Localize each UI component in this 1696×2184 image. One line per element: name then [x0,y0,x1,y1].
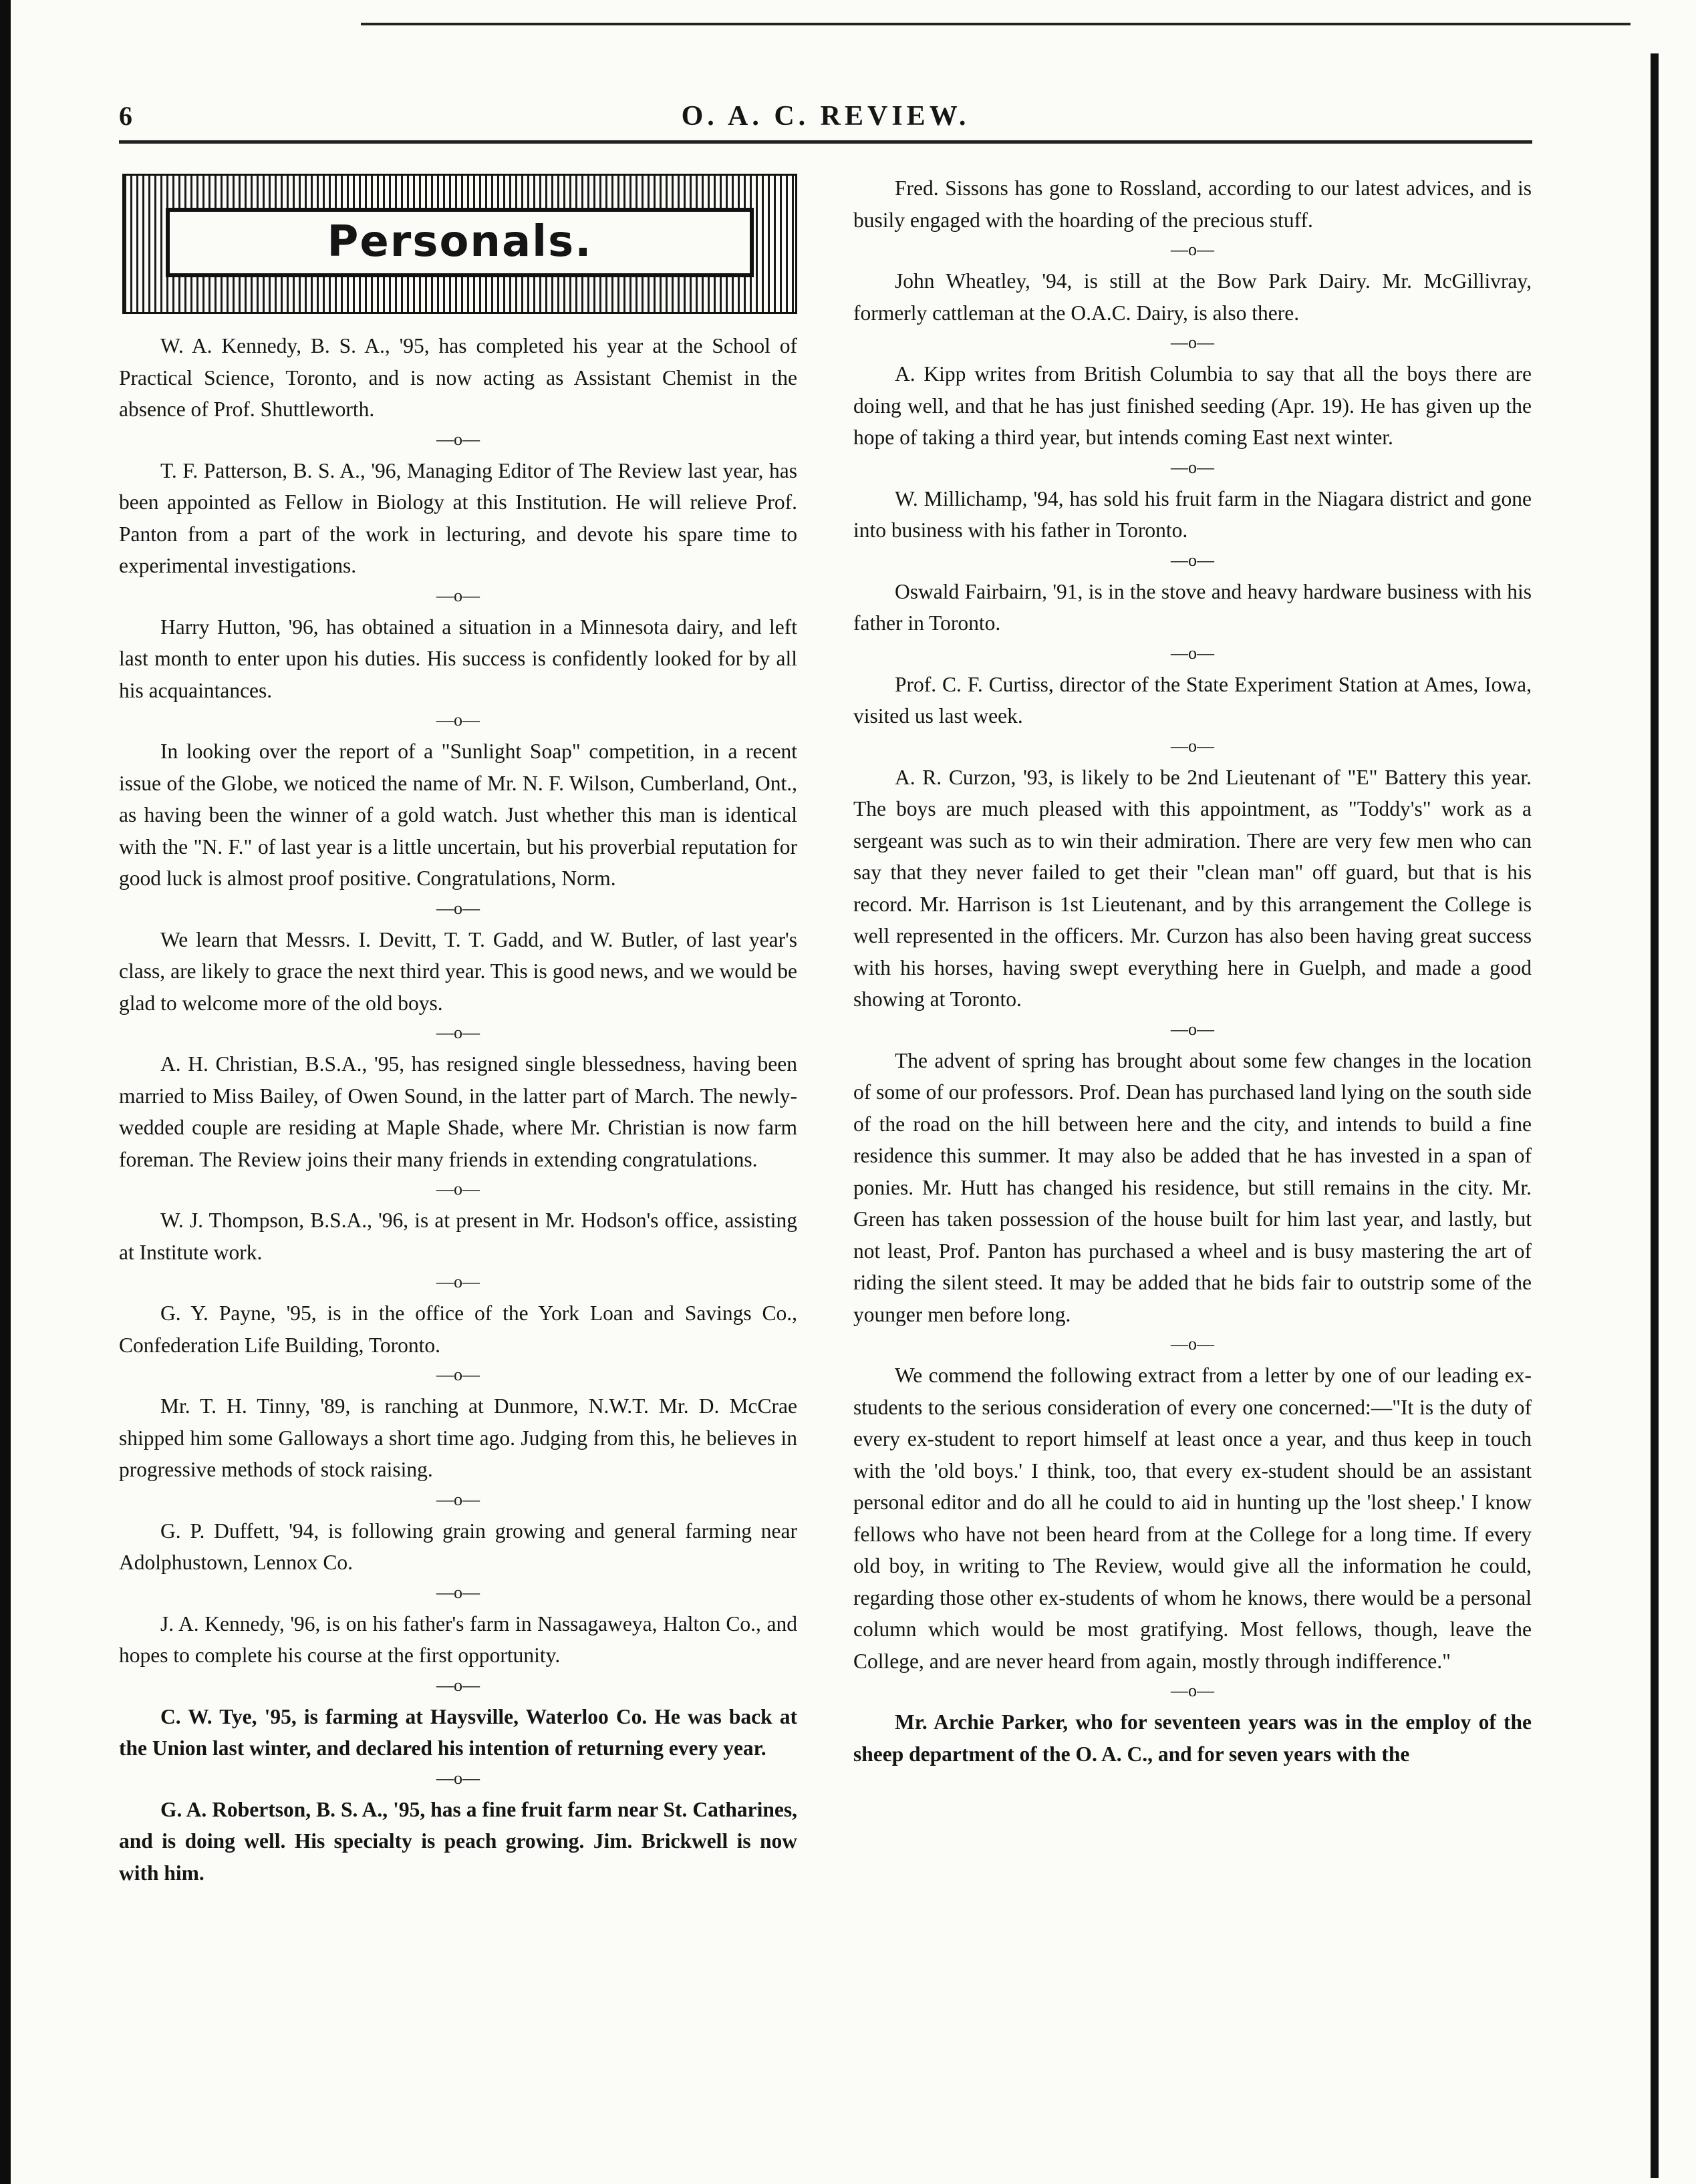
personal-item: Mr. Archie Parker, who for seventeen years was in the employ of the sheep department of the O. A. C., and for seven years with the [853,1710,1532,1766]
personal-item: A. H. Christian, B.S.A., '95, has resigned single blessedness, having been married to Miss Bailey, of Owen Sound, in the latter part of March. The newly-wedded couple are residing at Maple Shade, where Mr. Christian is now farm foreman. The Review joins their many friends in extending congratulations. [119,1052,797,1171]
top-rule [361,23,1631,25]
separator: —o— [1171,1681,1214,1700]
separator: —o— [1171,550,1214,570]
personal-item: John Wheatley, '94, is still at the Bow Park Dairy. Mr. McGillivray, formerly cattleman at the O.A.C. Dairy, is also there. [853,269,1532,325]
separator: —o— [1171,1334,1214,1354]
personal-item: Prof. C. F. Curtiss, director of the State Experiment Station at Ames, Iowa, visited us last week. [853,672,1532,728]
page-number: 6 [119,101,132,131]
separator: —o— [436,1675,480,1695]
personal-item: A. Kipp writes from British Columbia to say that all the boys there are doing well, and that he has just finished seeding (Apr. 19). He has given up the hope of taking a third year, but intends coming East next winter. [853,362,1532,449]
personal-item: W. J. Thompson, B.S.A., '96, is at present in Mr. Hodson's office, assisting at Institute work. [119,1209,797,1264]
separator: —o— [436,1489,480,1509]
separator: —o— [436,1768,480,1788]
section-title: Personals. [327,217,593,267]
banner-frame [166,208,754,277]
personal-item: G. P. Duffett, '94, is following grain growing and general farming near Adolphustown, Lennox Co. [119,1519,797,1574]
separator: —o— [436,1365,480,1384]
separator: —o— [1171,1019,1214,1039]
header-rule [119,140,1532,144]
separator: —o— [436,1023,480,1042]
personal-item: W. Millichamp, '94, has sold his fruit farm in the Niagara district and gone into business with his father in Toronto. [853,486,1532,542]
scan-edge-right [1651,53,1659,2178]
personal-item: C. W. Tye, '95, is farming at Haysville, Waterloo Co. He was back at the Union last winter, and declared his intention of returning every year. [119,1704,797,1760]
personal-item: Fred. Sissons has gone to Rossland, according to our latest advices, and is busily engaged with the hoarding of the precious stuff. [853,176,1532,232]
separator: —o— [1171,333,1214,352]
separator: —o— [436,1272,480,1291]
personal-item: J. A. Kennedy, '96, is on his father's farm in Nassagaweya, Halton Co., and hopes to complete his course at the first opportunity. [119,1611,797,1667]
separator: —o— [436,710,480,730]
personal-item: We learn that Messrs. I. Devitt, T. T. Gadd, and W. Butler, of last year's class, are likely to grace the next third year. This is good news, and we would be glad to welcome more of the old boys. [119,927,797,1015]
personal-item: Oswald Fairbairn, '91, is in the stove and heavy hardware business with his father in Toronto. [853,579,1532,635]
scan-edge-left [0,0,11,2184]
left-column [119,174,797,1889]
separator: —o— [1171,643,1214,663]
separator: —o— [436,898,480,918]
personal-item: In looking over the report of a "Sunlight Soap" competition, in a recent issue of the Globe, we noticed the name of Mr. N. F. Wilson, Cumberland, Ont., as having been the winner of a gold watch. Just whether this man is identical with the "N. F." of last year is a little uncertain, but his proverbial reputation for good luck is almost proof positive. Congratulations, Norm. [119,740,797,890]
separator: —o— [1171,457,1214,477]
personal-item: The advent of spring has brought about some few changes in the location of some of our professors. Prof. Dean has purchased land lying on the south side of the road on the hill between here and the city, and intends to build a fine residence this summer. It may also be added that he has invested in a span of ponies. Mr. Hutt has changed his residence, but still remains in the city. Mr. Green has taken possession of the house built for him last year, and lastly, but not least, Prof. Panton has purchased a wheel and is busy mastering the art of riding the silent steed. It may be added that he bids fair to outstrip some of the younger men before long. [853,1048,1532,1326]
personal-item: Mr. T. H. Tinny, '89, is ranching at Dunmore, N.W.T. Mr. D. McCrae shipped him some Galloways a short time ago. Judging from this, he believes in progressive methods of stock raising. [119,1394,797,1481]
personal-item: T. F. Patterson, B. S. A., '96, Managing Editor of The Review last year, has been appointed as Fellow in Biology at this Institution. He will relieve Prof. Panton from a part of the work in lecturing, and devote his spare time to experimental investigations. [119,458,797,577]
separator: —o— [436,429,480,449]
personal-item: We commend the following extract from a letter by one of our leading ex-students to the serious consideration of every one concerned:—"It is the duty of every ex-student to report himself at least once a year, and thus keep in touch with the 'old boys.' I think, too, that every ex-student should be an assistant personal editor and do all he could to aid in hunting up the 'lost sheep.' I know fellows who have not been heard from at the College for a long time. If every old boy, in writing to The Review, would give all the information he could, regarding those other ex-students of whom he knows, there would be a personal column which would be most gratifying. Most fellows, though, leave the College, and are never heard from again, mostly through indifference." [853,1364,1532,1673]
personal-item: W. A. Kennedy, B. S. A., '95, has completed his year at the School of Practical Science, Toronto, and is now acting as Assistant Chemist in the absence of Prof. Shuttleworth. [119,334,797,421]
personal-item: Harry Hutton, '96, has obtained a situation in a Minnesota dairy, and left last month to enter upon his duties. His success is confidently looked for by all his acquaintances. [119,615,797,702]
right-column [853,172,1532,1770]
personal-item: A. R. Curzon, '93, is likely to be 2nd Lieutenant of "E" Battery this year. The boys are much pleased with this appointment, as "Toddy's" work as a sergeant was such as to win their admiration. There are very few men who can say that they never failed to get their "clean man" off guard, but that is his record. Mr. Harrison is 1st Lieutenant, and by this arrangement the College is well represented in the officers. Mr. Curzon has also been having great success with his horses, having swept everything here in Guelph, and made a good showing at Toronto. [853,765,1532,1011]
separator: —o— [436,1582,480,1602]
separator: —o— [1171,240,1214,259]
separator: —o— [436,585,480,605]
journal-title: O. A. C. REVIEW. [681,101,970,132]
separator: —o— [436,1179,480,1199]
personal-item: G. A. Robertson, B. S. A., '95, has a fine fruit farm near St. Catharines, and is doing well. His specialty is peach growing. Jim. Brickwell is now with him. [119,1797,797,1885]
page-header [119,100,1532,140]
section-banner [122,174,797,314]
separator: —o— [1171,736,1214,756]
personal-item: G. Y. Payne, '95, is in the office of the York Loan and Savings Co., Confederation Life Building, Toronto. [119,1301,797,1357]
